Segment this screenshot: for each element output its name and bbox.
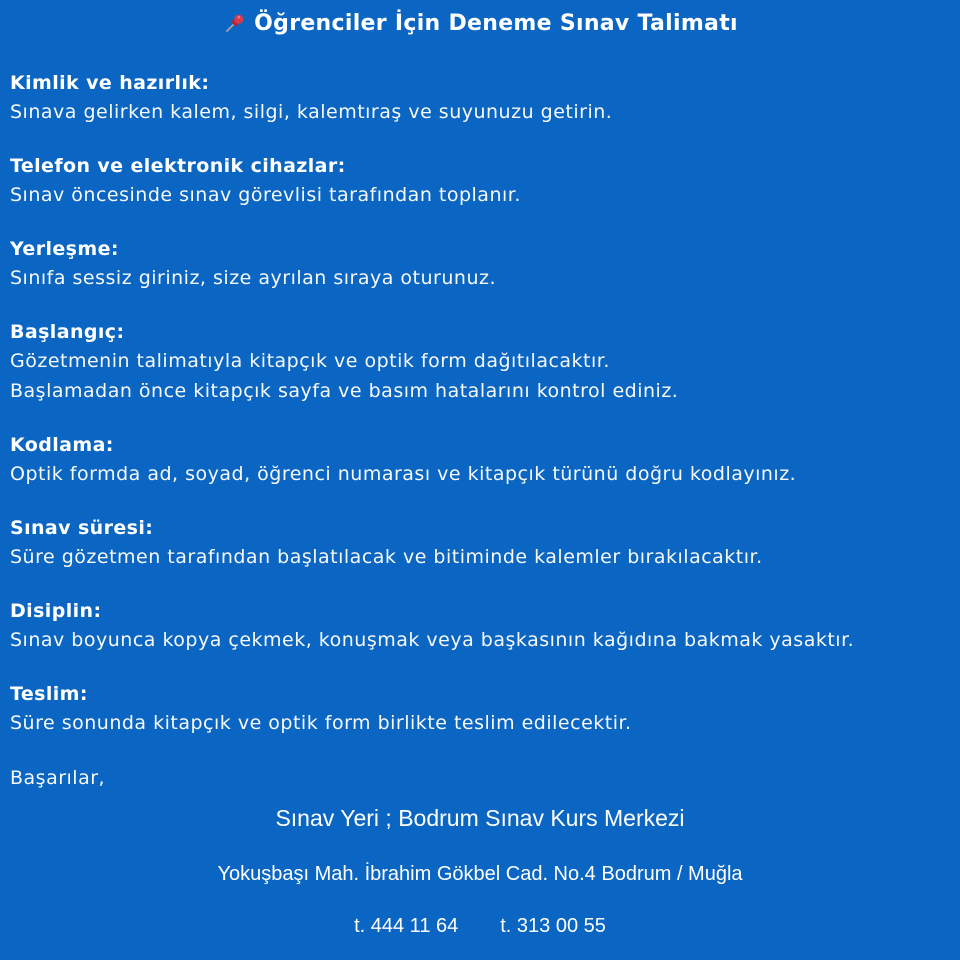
exam-venue: Sınav Yeri ; Bodrum Sınav Kurs Merkezi <box>275 805 685 831</box>
section-heading: Kodlama: <box>10 434 114 456</box>
section-heading: Sınav süresi: <box>10 517 154 539</box>
section-line: Optik formda ad, soyad, öğrenci numarası ve kitapçık türünü doğru kodlayınız. <box>10 463 797 485</box>
section-line: Sınava gelirken kalem, silgi, kalemtıraş ve suyunuzu getirin. <box>10 101 613 123</box>
section-exam-duration <box>10 514 950 572</box>
section-line: Başlamadan önce kitapçık sayfa ve basım hatalarını kontrol ediniz. <box>10 380 679 402</box>
phone-number-2: t. 313 00 55 <box>500 915 606 937</box>
section-submission <box>10 680 950 738</box>
section-identity-preparation <box>10 69 950 127</box>
section-heading: Kimlik ve hazırlık: <box>10 72 210 94</box>
section-heading: Teslim: <box>10 683 88 705</box>
section-line: Gözetmenin talimatıyla kitapçık ve optik form dağıtılacaktır. <box>10 350 610 372</box>
section-phones-electronics <box>10 152 950 210</box>
phone-number-1: t. 444 11 64 <box>354 915 459 937</box>
instruction-sections <box>0 69 960 738</box>
section-coding <box>10 431 950 489</box>
venue-address: Yokuşbaşı Mah. İbrahim Gökbel Cad. No.4 Bodrum / Muğla <box>217 863 743 885</box>
section-heading: Disiplin: <box>10 600 102 622</box>
closing-wishes: Başarılar, <box>10 767 106 789</box>
section-line: Süre gözetmen tarafından başlatılacak ve bitiminde kalemler bırakılacaktır. <box>10 546 763 568</box>
section-start <box>10 318 950 406</box>
pushpin-icon <box>222 11 246 37</box>
section-heading: Yerleşme: <box>10 238 119 260</box>
page-title: Öğrenciler İçin Deneme Sınav Talimatı <box>254 11 738 36</box>
section-line: Sınıfa sessiz giriniz, size ayrılan sıraya oturunuz. <box>10 267 496 289</box>
phone-numbers <box>0 913 960 939</box>
section-heading: Telefon ve elektronik cihazlar: <box>10 155 346 177</box>
section-heading: Başlangıç: <box>10 321 125 343</box>
page-footer <box>0 803 960 939</box>
section-line: Süre sonunda kitapçık ve optik form birlikte teslim edilecektir. <box>10 712 632 734</box>
page-header <box>0 0 960 38</box>
section-discipline <box>10 597 950 655</box>
section-seating <box>10 235 950 293</box>
section-line: Sınav boyunca kopya çekmek, konuşmak veya başkasının kağıdına bakmak yasaktır. <box>10 629 855 651</box>
section-line: Sınav öncesinde sınav görevlisi tarafından toplanır. <box>10 184 521 206</box>
